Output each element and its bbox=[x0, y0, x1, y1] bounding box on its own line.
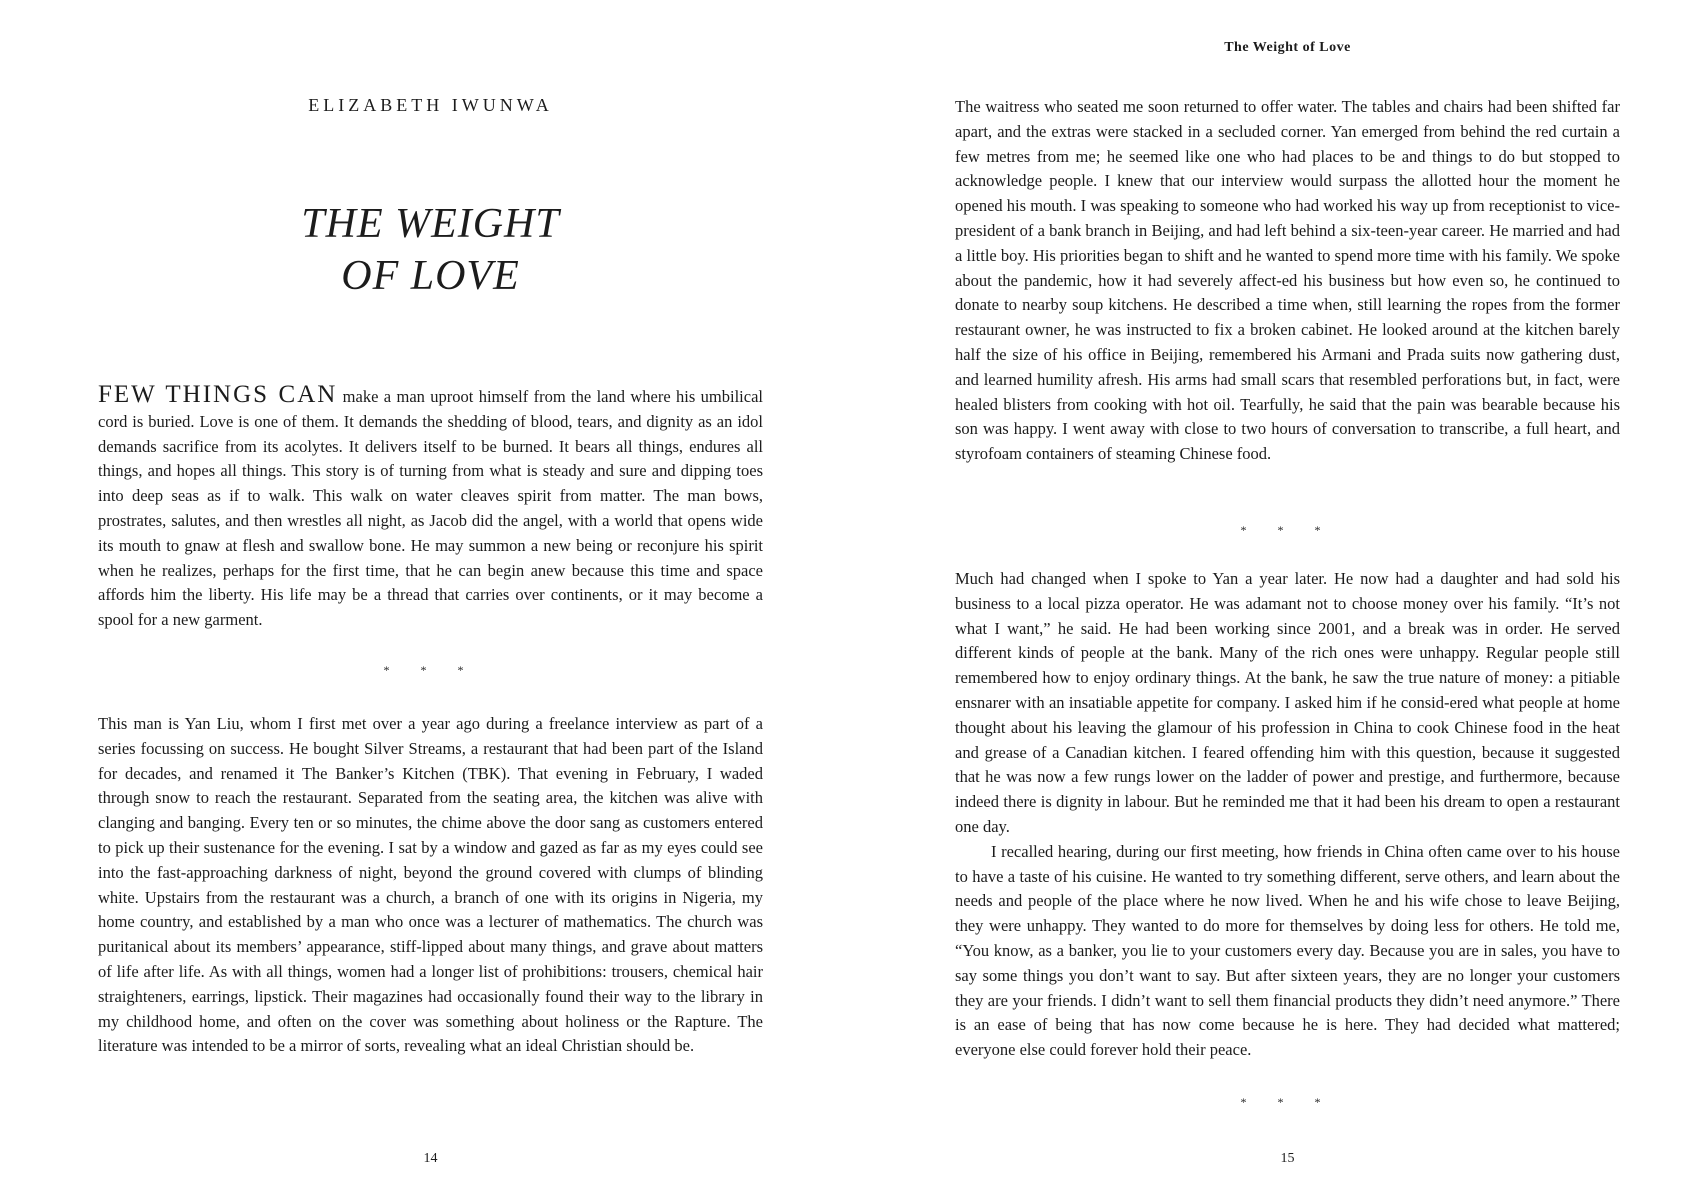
right-first-paragraph-block bbox=[955, 95, 1620, 467]
opening-paragraph-block bbox=[98, 383, 763, 633]
section-break-1: * * * bbox=[1240, 523, 1335, 537]
second-paragraph-block bbox=[98, 712, 763, 1059]
lead-in-small-caps: FEW THINGS CAN bbox=[98, 381, 338, 408]
second-paragraph: This man is Yan Liu, whom I first met over a year ago during a freelance interview as part of a series focussing on success. He bought Silver Streams, a restaurant that had been part of the Island for decades, and renamed it The Banker’s Kitchen (TBK). That evening in February, I waded through snow to reach the restaurant. Separated from the seating area, the kitchen was alive with clanging and banging. Every ten or so minutes, the chime above the door sang as customers entered to pick up their sustenance for the evening. I sat by a window and gazed as far as my eyes could see into the fast-approaching darkness of night, beyond the ground covered with clumps of blinding white. Upstairs from the restaurant was a church, a branch of one with its origins in Nigeria, my home country, and established by a man who once was a lecturer of mathematics. The church was puritanical about its members’ appearance, stiff-lipped about many things, and grave about matters of life after life. As with all things, women had a longer list of prohibitions: trousers, chemical hair straighteners, earrings, lipstick. Their magazines had occasionally found their way to the library in my childhood home, and often on the cover was something about holiness or the Rapture. The literature was intended to be a mirror of sorts, revealing what an ideal Christian should be. bbox=[98, 714, 763, 1056]
page-number: 14 bbox=[423, 1151, 438, 1166]
chapter-title-line-2: OF LOVE bbox=[341, 253, 520, 299]
left-page bbox=[0, 0, 852, 1200]
right-second-paragraph-block bbox=[955, 567, 1620, 1063]
chapter-title-line-1: THE WEIGHT bbox=[301, 201, 560, 247]
page-number-right: 15 bbox=[1280, 1151, 1295, 1166]
running-head: The Weight of Love bbox=[1224, 40, 1351, 55]
right-third-paragraph: I recalled hearing, during our first meeting, how friends in China often came over to his house to have a taste of his cuisine. He wanted to try something different, serve others, and learn about the needs and people of the place where he now lived. When he and his wife chose to leave Beijing, they were unhappy. They wanted to do more for themselves by doing less for others. He told me, “You know, as a banker, you lie to your customers every day. Because you are in sales, you have to say some things you don’t want to say. But after sixteen years, they are no longer your customers they are your friends. I didn’t want to sell them financial products they didn’t need anymore.” There is an ease of being that has now come because he is here. They had decided what mattered; everyone else could forever hold their peace. bbox=[955, 841, 1620, 1060]
right-first-paragraph: The waitress who seated me soon returned to offer water. The tables and chairs had been shifted far apart, and the extras were stacked in a secluded corner. Yan emerged from behind the red curtain a few metres from me; he seemed like one who had places to be and things to do but stopped to acknowledge people. I knew that our interview would surpass the allotted hour the moment he opened his mouth. I was speaking to someone who had worked his way up from receptionist to vice-president of a bank branch in Beijing, and had left behind a six-teen-year career. He married and had a little boy. His priorities began to shift and he wanted to spend more time with his family. We spoke about the pandemic, how it had severely affect-ed his business but how even so, he continued to donate to nearby soup kitchens. He described a time when, still learning the ropes from the former restaurant owner, he was instructed to fix a broken cabinet. He looked around at the kitchen barely half the size of his office in Beijing, remembered his Armani and Prada suits now gathering dust, and learned humility afresh. His arms had small scars that resembled perforations but, in fact, were healed blisters from cooking with hot oil. Tearfully, he said that the pain was bearable because his son was happy. I went away with close to two hours of conversation to transcribe, a full heart, and styrofoam containers of steaming Chinese food. bbox=[955, 97, 1620, 464]
chapter-title bbox=[98, 198, 763, 302]
opening-paragraph bbox=[98, 383, 763, 633]
section-break-2: * * * bbox=[1240, 1095, 1335, 1109]
opening-paragraph-text: make a man uproot himself from the land where his umbilical cord is buried. Love is one of them. It demands the shedding of blood, tears, and dignity as an idol demands sacrifice from its acolytes. It delivers itself to be burned. It bears all things, endures all things, and hopes all things. This story is of turning from what is steady and sure and dipping toes into deep seas as if to walk. This walk on water cleaves spirit from matter. The man bows, prostrates, salutes, and then wrestles all night, as Jacob did the angel, with a world that opens wide its mouth to gnaw at flesh and swallow bone. He may summon a new being or reconjure his spirit when he realizes, perhaps for the first time, that he can begin anew because this time and space affords him the liberty. His life may be a thread that carries over continents, or it may become a spool for a new garment. bbox=[98, 387, 763, 630]
section-break: * * * bbox=[383, 663, 478, 677]
right-second-paragraph: Much had changed when I spoke to Yan a year later. He now had a daughter and had sold his business to a local pizza operator. He was adamant not to choose money over his family. “It’s not what I want,” he said. He had been working since 2001, and a break was in order. He served different kinds of people at the bank. Many of the rich ones were unhappy. Regular people still remembered how to enjoy ordinary things. At the bank, he saw the true nature of money: a pitiable ensnarer with an insatiable appetite for company. I asked him if he consid-ered what people at home thought about his leaving the glamour of his profession in China to cook Chinese food in the heat and grease of a Canadian kitchen. I feared offending him with this question, because it suggested that he was now a few rungs lower on the ladder of power and prestige, and furthermore, because indeed there is dignity in labour. But he reminded me that it had been his dream to open a restaurant one day. bbox=[955, 569, 1620, 836]
author-name: ELIZABETH IWUNWA bbox=[308, 95, 553, 115]
